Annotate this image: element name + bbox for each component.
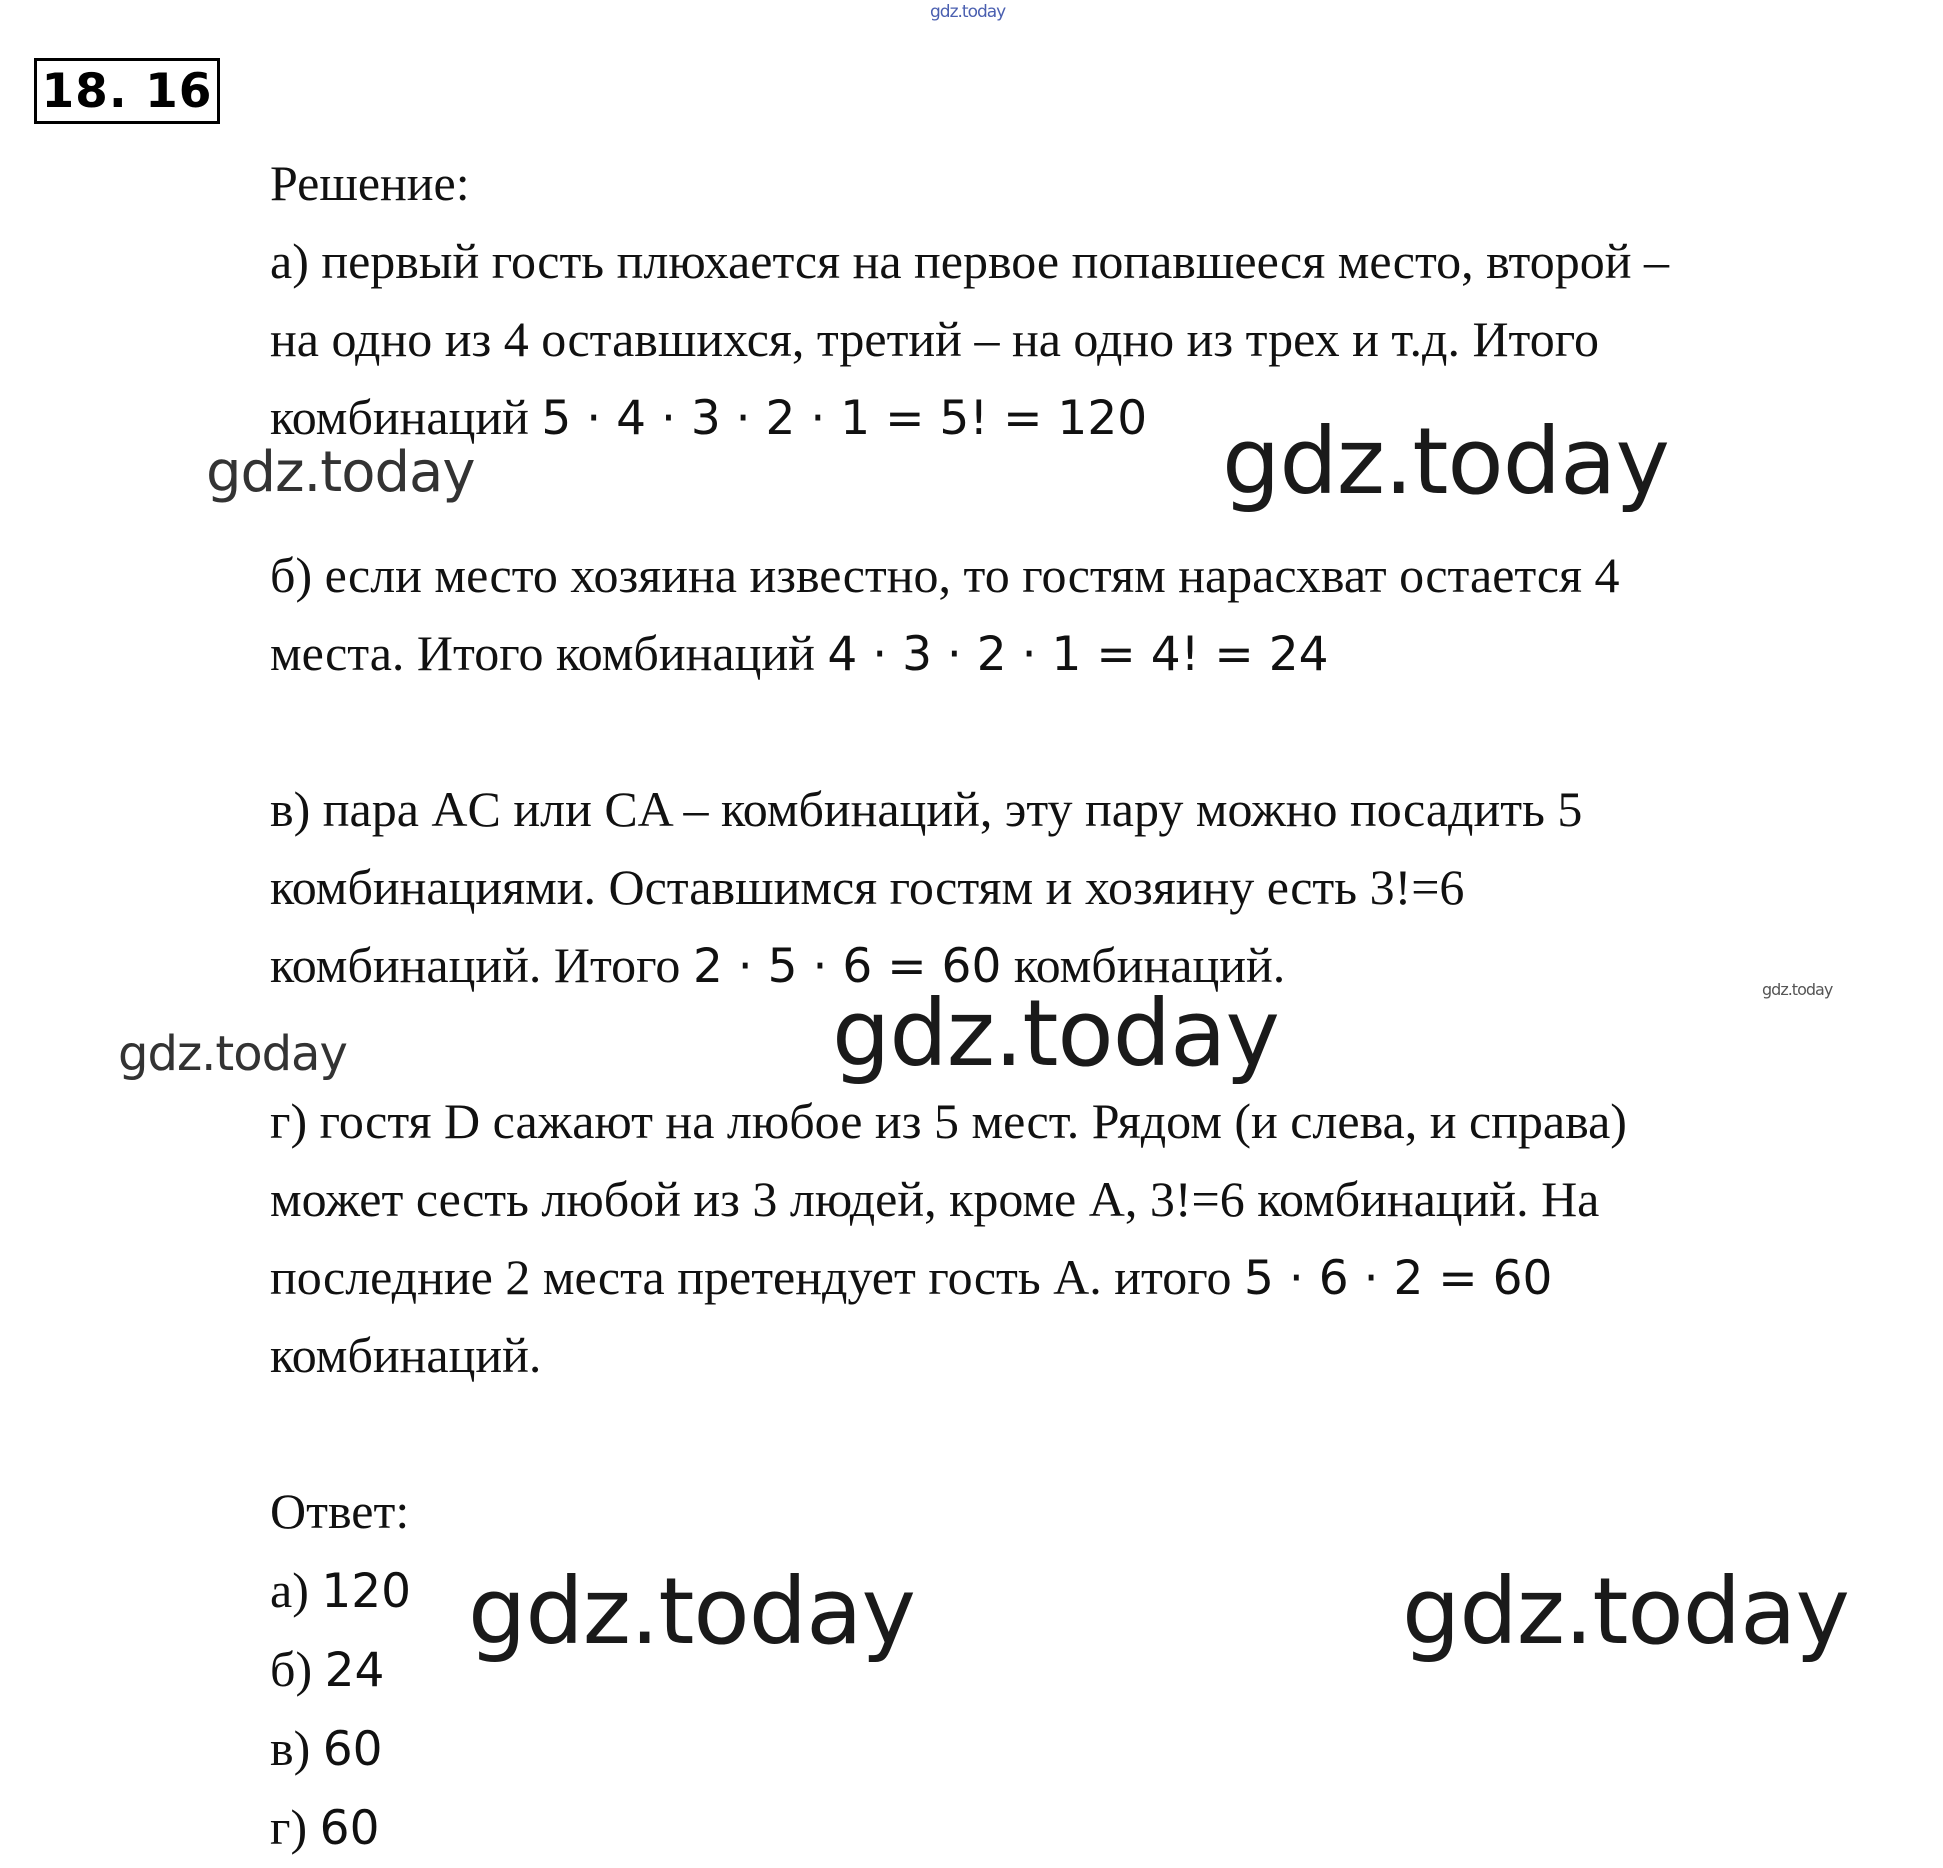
- part-b-line-2: [270, 614, 1930, 692]
- solution-part-d: [270, 1082, 1930, 1394]
- answer-label-a: а): [270, 1562, 322, 1618]
- part-b-line-1: б) если место хозяина известно, то гостям нарасхват остается 4: [270, 547, 1620, 603]
- part-d-line-3: [270, 1238, 1930, 1316]
- part-c-line-2: комбинациями. Оставшимся гостям и хозяину есть 3!=6: [270, 859, 1465, 915]
- solution-part-b: [270, 536, 1930, 692]
- answer-value-d: 60: [319, 1801, 380, 1856]
- part-a-formula: 5 · 4 · 3 · 2 · 1 = 5! = 120: [541, 391, 1148, 446]
- answer-item-d: [270, 1788, 1930, 1867]
- part-a-line-1: а) первый гость плюхается на первое попавшееся место, второй –: [270, 233, 1669, 289]
- watermark-top: gdz.today: [930, 2, 1006, 22]
- watermark-1: gdz.today: [206, 440, 475, 505]
- watermark-3: gdz.today: [1762, 980, 1833, 999]
- solution-part-a: [270, 144, 1930, 456]
- part-a-line-2: на одно из 4 оставшихся, третий – на одно из трех и т.д. Итого: [270, 311, 1600, 367]
- answer-value-c: 60: [322, 1722, 383, 1777]
- answer-value-a: 120: [321, 1564, 412, 1619]
- part-a-line-3: [270, 378, 1930, 456]
- part-c-line-3-text-after: комбинаций.: [1001, 937, 1286, 993]
- answer-value-b: 24: [324, 1643, 385, 1698]
- part-d-line-4: комбинаций.: [270, 1327, 542, 1383]
- answer-label-c: в): [270, 1720, 323, 1776]
- part-a-line-3-text: комбинаций: [270, 389, 542, 445]
- answer-heading: Ответ:: [270, 1483, 410, 1539]
- part-d-line-3-text: последние 2 места претендует гость А. итого: [270, 1249, 1244, 1305]
- solution-heading: Решение:: [270, 155, 470, 211]
- watermark-5: gdz.today: [832, 980, 1279, 1087]
- part-c-formula: 2 · 5 · 6 = 60: [692, 939, 1002, 994]
- part-b-formula: 4 · 3 · 2 · 1 = 4! = 24: [827, 627, 1329, 682]
- part-d-line-1: г) гостя D сажают на любое из 5 мест. Рядом (и слева, и справа): [270, 1093, 1627, 1149]
- part-d-formula: 5 · 6 · 2 = 60: [1244, 1251, 1553, 1306]
- answer-block: [270, 1472, 1930, 1867]
- solution-part-c: [270, 770, 1930, 1004]
- watermark-7: gdz.today: [1402, 1558, 1849, 1665]
- watermark-4: gdz.today: [118, 1026, 347, 1082]
- part-c-line-3-text-before: комбинаций. Итого: [270, 937, 693, 993]
- part-c-line-1: в) пара AC или CA – комбинаций, эту пару можно посадить 5: [270, 781, 1583, 837]
- watermark-2: gdz.today: [1222, 408, 1669, 515]
- part-d-line-2: может сесть любой из 3 людей, кроме А, 3!=6 комбинаций. На: [270, 1171, 1600, 1227]
- answer-label-d: г): [270, 1799, 320, 1855]
- watermark-6: gdz.today: [468, 1558, 915, 1665]
- answer-item-c: [270, 1709, 1930, 1788]
- part-b-line-2-text: места. Итого комбинаций: [270, 625, 828, 681]
- problem-number-box: 18. 16: [34, 58, 220, 124]
- answer-label-b: б): [270, 1641, 325, 1697]
